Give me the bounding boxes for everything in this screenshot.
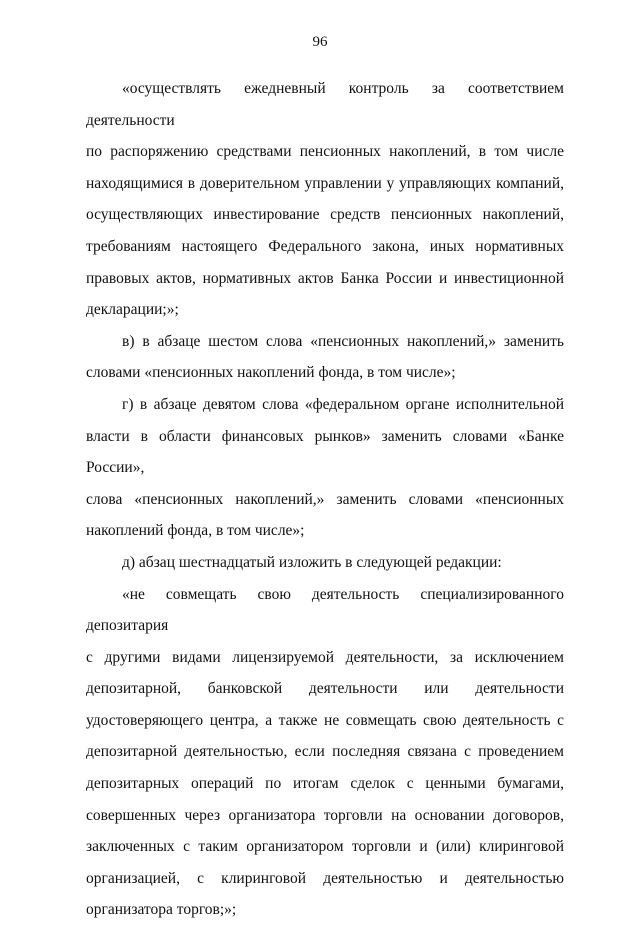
paragraph-item-d: [86, 547, 564, 579]
page-number: 96: [0, 33, 640, 51]
paragraph-line: правовых актов, нормативных актов Банка России и инвестиционной: [86, 263, 564, 295]
paragraph-line: по распоряжению средствами пенсионных накоплений, в том числе: [86, 136, 564, 168]
paragraph-line: депозитарных операций по итогам сделок с ценными бумагами,: [86, 768, 564, 800]
paragraph-item-v: [86, 326, 564, 389]
paragraph-line: «осуществлять ежедневный контроль за соответствием деятельности: [86, 73, 564, 136]
paragraph-line: декларации;»;: [86, 294, 564, 326]
paragraph-line: заключенных с таким организатором торговли и (или) клиринговой: [86, 831, 564, 863]
paragraph-line: организацией, с клиринговой деятельностью и деятельностью: [86, 863, 564, 895]
paragraph-quote-depository: [86, 579, 564, 926]
paragraph-line: депозитарной, банковской деятельности или деятельности: [86, 673, 564, 705]
paragraph-line: находящимися в доверительном управлении у управляющих компаний,: [86, 168, 564, 200]
paragraph-line: депозитарной деятельностью, если последняя связана с проведением: [86, 736, 564, 768]
paragraph-line: совершенных через организатора торговли на основании договоров,: [86, 800, 564, 832]
paragraph-line: требованиям настоящего Федерального закона, иных нормативных: [86, 231, 564, 263]
paragraph-line: в) в абзаце шестом слова «пенсионных накоплений,» заменить: [86, 326, 564, 358]
paragraph-line: накоплений фонда, в том числе»;: [86, 515, 564, 547]
paragraph-line: власти в области финансовых рынков» заменить словами «Банке России»,: [86, 421, 564, 484]
paragraph-line: осуществляющих инвестирование средств пенсионных накоплений,: [86, 199, 564, 231]
paragraph-line: словами «пенсионных накоплений фонда, в том числе»;: [86, 357, 564, 389]
paragraph-line: «не совмещать свою деятельность специализированного депозитария: [86, 579, 564, 642]
paragraph-line: с другими видами лицензируемой деятельности, за исключением: [86, 642, 564, 674]
paragraph-line: г) в абзаце девятом слова «федеральном органе исполнительной: [86, 389, 564, 421]
paragraph-line: удостоверяющего центра, а также не совмещать свою деятельность с: [86, 705, 564, 737]
paragraph-line: слова «пенсионных накоплений,» заменить словами «пенсионных: [86, 484, 564, 516]
paragraph-quote-control: [86, 73, 564, 326]
paragraph-line: организатора торгов;»;: [86, 894, 564, 926]
paragraph-line: д) абзац шестнадцатый изложить в следующей редакции:: [86, 547, 564, 579]
paragraph-item-g: [86, 389, 564, 547]
document-body: [86, 73, 564, 926]
